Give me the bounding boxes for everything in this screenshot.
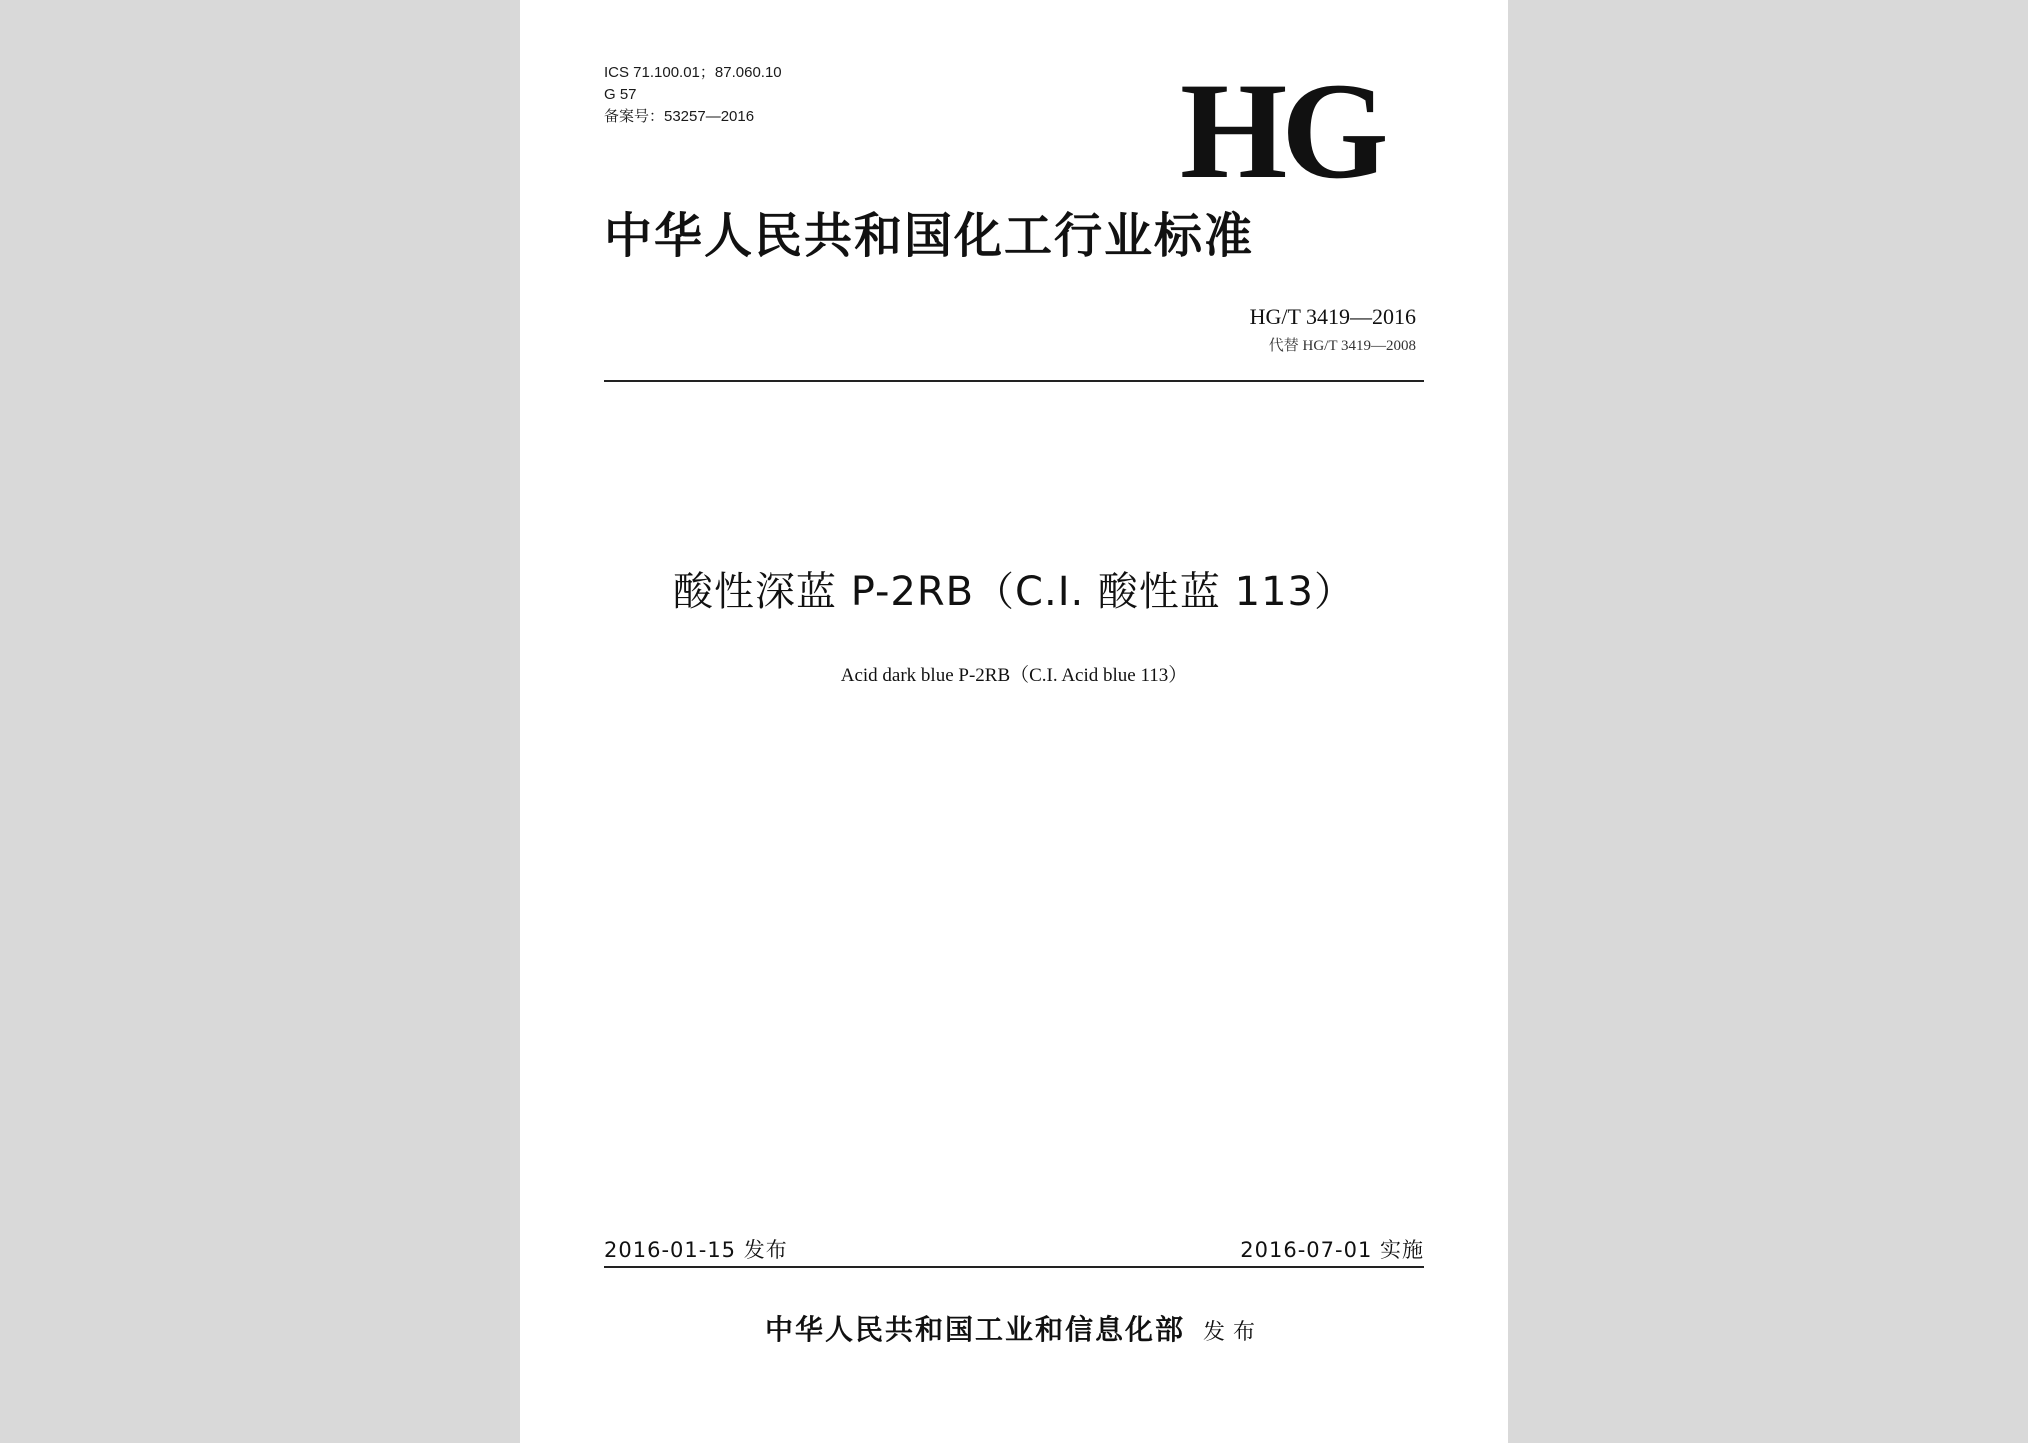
standard-title: 中华人民共和国化工行业标准 (604, 208, 1255, 264)
document-page (520, 0, 1508, 1443)
document-title-english: Acid dark blue P-2RB（C.I. Acid blue 113） (840, 665, 1188, 686)
ccs-code: G 57 (604, 86, 637, 103)
hg-logo: HG (1180, 54, 1383, 207)
issuer-action: 发布 (1203, 1320, 1264, 1345)
ics-code: ICS 71.100.01；87.060.10 (604, 64, 782, 81)
issuer-name: 中华人民共和国工业和信息化部 (764, 1313, 1185, 1346)
replaces-standard: 代替 HG/T 3419—2008 (1268, 338, 1416, 354)
document-title-chinese: 酸性深蓝 P-2RB（C.I. 酸性蓝 113） (672, 569, 1355, 615)
standard-number: HG/T 3419—2016 (1249, 304, 1416, 329)
issue-date: 2016-01-15 发布 (604, 1238, 788, 1262)
header-divider (604, 380, 1424, 382)
classification-block (604, 62, 782, 128)
issuing-authority (520, 1312, 1508, 1351)
footer-divider (604, 1266, 1424, 1268)
filing-number: 备案号：53257—2016 (604, 108, 755, 125)
effective-date: 2016-07-01 实施 (1240, 1238, 1424, 1262)
